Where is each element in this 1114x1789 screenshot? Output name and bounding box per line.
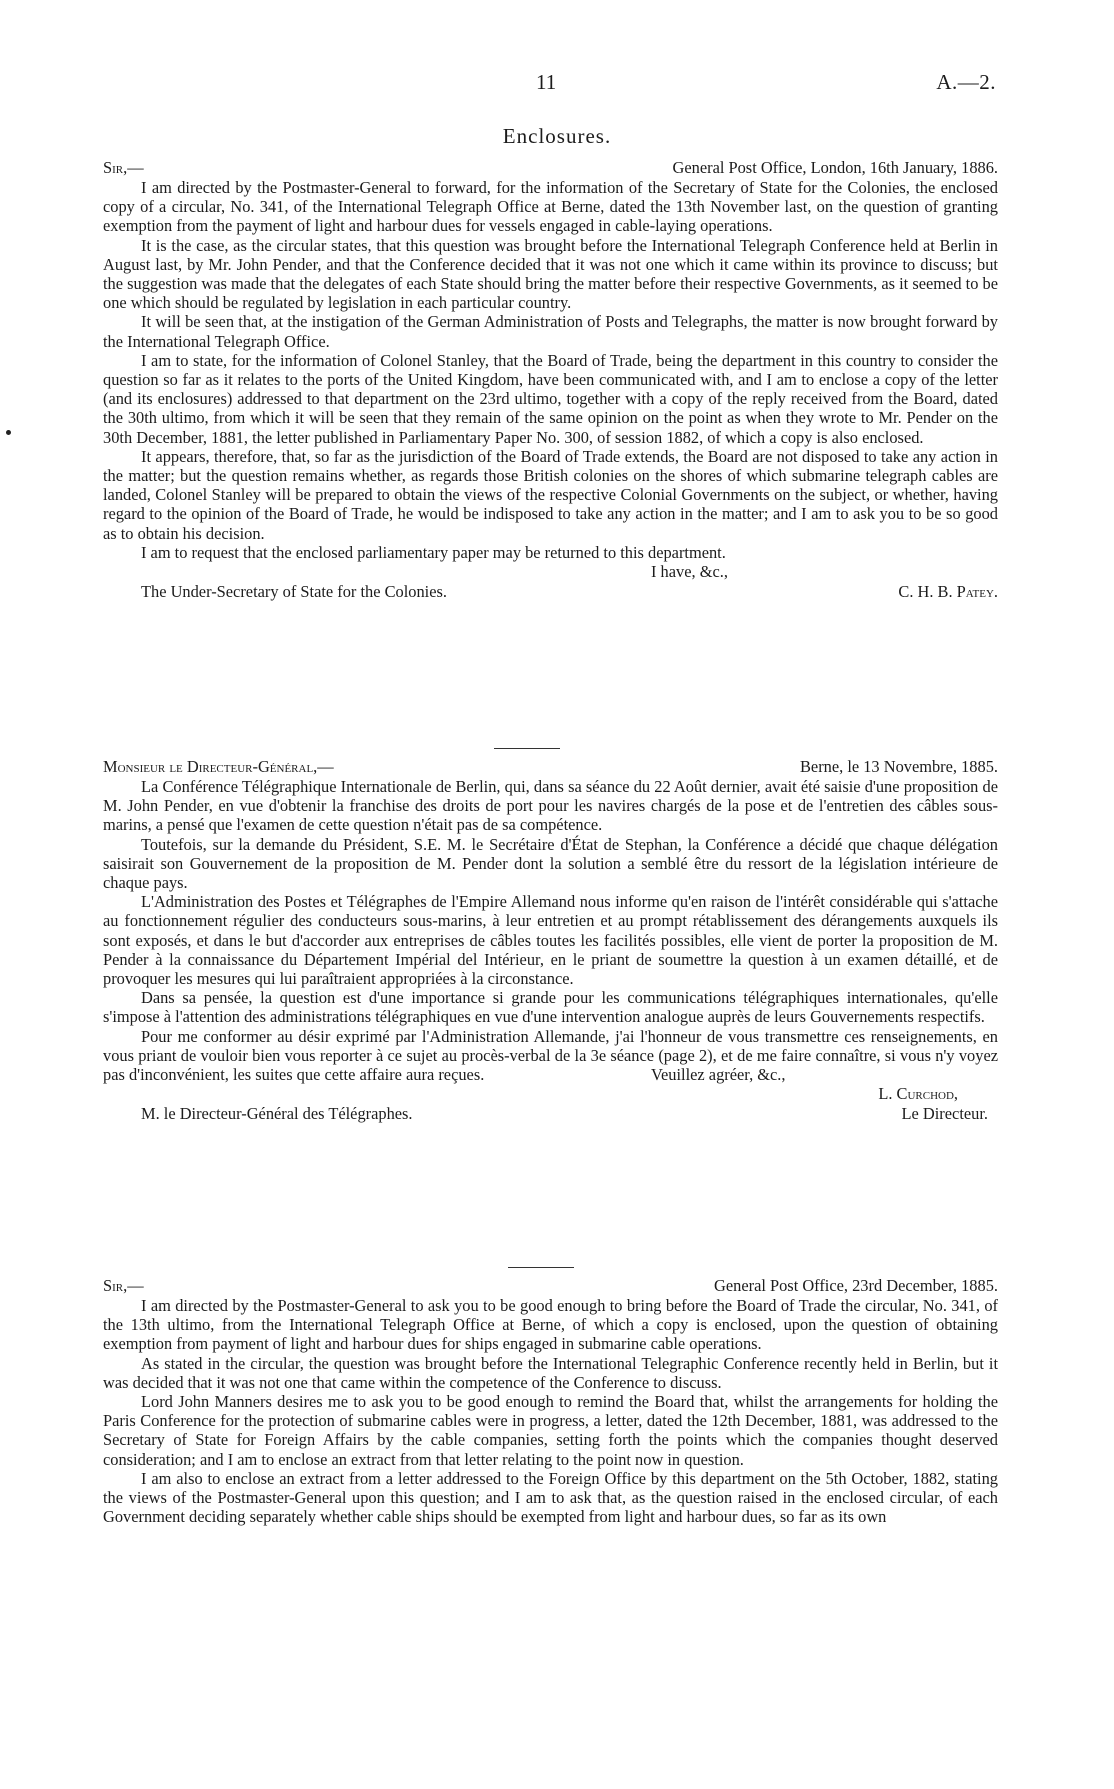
letter-2-paragraph: Dans sa pensée, la question est d'une importance si grande pour les communications télégraphiques internationales, qu'elle s'impose à l'attention des administrations télégraphiques en vue d'une intervention analogue auprès de leurs Gouvernements respectifs. [103, 988, 998, 1027]
letter-1-addressee: The Under-Secretary of State for the Colonies. [141, 582, 447, 602]
separator-rule [508, 1267, 574, 1268]
letter-3-paragraph: I am also to enclose an extract from a letter addressed to the Foreign Office by this department on the 5th October, 1882, stating the views of the Postmaster-General upon this question; and I am to ask that, as the question raised in the enclosed circular, of each Government deciding separately whether cable ships should be exempted from light and harbour dues, so far as its own [103, 1468, 998, 1527]
letter-1-heading [103, 158, 998, 178]
letter-2-addressee-row [103, 1104, 998, 1124]
letter-2-paragraph: La Conférence Télégraphique Internationale de Berlin, qui, dans sa séance du 22 Août dernier, avait été saisie d'une proposition de M. John Pender, en vue d'obtenir la franchise des droits de port pour les navires chargés de la pose et de l'entretien des câbles sous-marins, a pensé que l'examen de cette question n'était pas de sa compétence. [103, 777, 998, 835]
letter-1-signature: C. H. B. Patey. [898, 582, 998, 602]
letter-1-paragraph: I am to state, for the information of Colonel Stanley, that the Board of Trade, being the department in this country to consider the question so far as it relates to the ports of the United Kingdom, have been communicated with, and I am to enclose a copy of the letter (and its enclosures) addressed to that department on the 23rd ultimo, together with a copy of the reply received from the Board, dated the 30th ultimo, from which it will be seen that they remain of the same opinion on the point as when they wrote to Mr. Pender on the 30th December, 1881, the letter published in Parliamentary Paper No. 300, of session 1882, of which a copy is also enclosed. [103, 350, 998, 447]
letter-1-closing: I have, &c., [651, 562, 728, 582]
letter-3 [103, 1276, 998, 1526]
margin-mark [6, 430, 11, 435]
letter-1 [103, 158, 998, 602]
letter-3-paragraph: Lord John Manners desires me to ask you to be good enough to remind the Board that, whilst the arrangements for holding the Paris Conference for the protection of submarine cables were in progress, a letter, dated the 12th December, 1881, was addressed to the Secretary of State for Foreign Affairs by the cable companies, setting forth the points which the companies thought deserved consideration; and I am to enclose an extract from that letter relating to the point now in question. [103, 1392, 998, 1469]
letter-1-closing-row [103, 562, 998, 582]
letter-1-salutation: Sir,— [103, 158, 144, 177]
letter-2-paragraph: Pour me conformer au désir exprimé par l'Administration Allemande, j'ai l'honneur de vous transmettre ces renseignements, en vous priant de vouloir bien vous reporter à ce sujet au procès-verbal de la 3e séance (page 2), et de me faire connaître, si vous n'y voyez pas d'inconvénient, les suites que cette affaire aura reçues. [103, 1026, 998, 1085]
letter-2-final-block [103, 1027, 998, 1085]
letter-2-heading [103, 757, 998, 777]
letter-2-paragraph: L'Administration des Postes et Télégraphes de l'Empire Allemand nous informe qu'en raison de l'intérêt considérable qui s'attache au fonctionnement régulier des conducteurs sous-marins, à leur entretien et au prompt rétablissement des dérangements auxquels ils sont exposés, et dans le but d'accorder aux entreprises de câbles toutes les facilités possibles, elle vient de porter la proposition de M. Pender à la connaissance du Département Impérial del Intérieur, en le priant de soumettre la question à un examen détaillé, et de provoquer les mesures qui lui paraîtraient appropriées à la circonstance. [103, 892, 998, 989]
letter-1-paragraph: It will be seen that, at the instigation of the German Administration of Posts and Telegraphs, the matter is now brought forward by the International Telegraph Office. [103, 312, 998, 351]
letter-3-paragraph: I am directed by the Postmaster-General to ask you to be good enough to bring before the Board of Trade the circular, No. 341, of the 13th ultimo, from the International Telegraph Office at Berne, of which a copy is enclosed, upon the question of obtaining exemption from payment of light and harbour dues for ships engaged in submarine cable operations. [103, 1296, 998, 1354]
letter-1-paragraph: It is the case, as the circular states, that this question was brought before the International Telegraph Conference held at Berlin in August last, by Mr. John Pender, and that the Conference decided that it was not one which it came within its province to discuss; but the suggestion was made that the delegates of each State should bring the matter before their respective Governments, as it seemed to be one which should be regulated by legislation in each particular country. [103, 235, 998, 313]
letter-2-paragraph: Toutefois, sur la demande du Président, S.E. M. le Secrétaire d'État de Stephan, la Conférence a décidé que chaque délégation saisirait son Gouvernement de la proposition de M. Pender dont la solution a semblé être du ressort de la législation intérieure de chaque pays. [103, 834, 998, 893]
letter-1-signature-row [103, 582, 998, 602]
letter-2 [103, 757, 998, 1124]
letter-3-heading [103, 1276, 998, 1296]
letter-2-place-date: Berne, le 13 Novembre, 1885. [799, 757, 998, 776]
letter-2-addressee: M. le Directeur-Général des Télégraphes. [141, 1104, 413, 1124]
letter-1-paragraph: I am to request that the enclosed parliamentary paper may be returned to this department. [141, 542, 726, 562]
letter-2-signature-row [103, 1084, 998, 1104]
letter-2-salutation: Monsieur le Directeur-Général,— [103, 757, 334, 776]
letter-2-closing: Veuillez agréer, &c., [651, 1065, 786, 1085]
letter-1-paragraph: I am directed by the Postmaster-General to forward, for the information of the Secretary of State for the Colonies, the enclosed copy of a circular, No. 341, of the International Telegraph Office at Berne, dated the 13th November last, on the question of granting exemption from the payment of light and harbour dues for vessels engaged in cable-laying operations. [103, 178, 998, 236]
page-number: 11 [536, 70, 557, 94]
letter-3-paragraph: As stated in the circular, the question was brought before the International Telegraphic Conference recently held in Berlin, but it was decided that it was not one that came within the competence of the Conference to discuss. [103, 1353, 998, 1392]
letter-3-salutation: Sir,— [103, 1276, 144, 1295]
letter-3-place-date: General Post Office, 23rd December, 1885. [714, 1276, 998, 1295]
document-reference: A.—2. [936, 70, 996, 94]
letter-1-paragraph: It appears, therefore, that, so far as the jurisdiction of the Board of Trade extends, the Board are not disposed to take any action in the matter; but the question remains whether, as regards those British colonies on the shores of which submarine telegraph cables are landed, Colonel Stanley will be prepared to obtain the views of the respective Colonial Governments on the subject, or whether, having regard to the opinion of the Board of Trade, he would be indisposed to take any action in the matter; and I am to ask you to be so good as to obtain his decision. [103, 446, 998, 543]
letter-2-signature: L. Curchod, [878, 1084, 958, 1104]
separator-rule [494, 748, 560, 749]
section-title: Enclosures. [502, 124, 612, 148]
letter-2-signatory-title: Le Directeur. [901, 1104, 988, 1124]
page-header [0, 70, 1114, 100]
letter-1-place-date: General Post Office, London, 16th January, 1886. [672, 158, 998, 177]
